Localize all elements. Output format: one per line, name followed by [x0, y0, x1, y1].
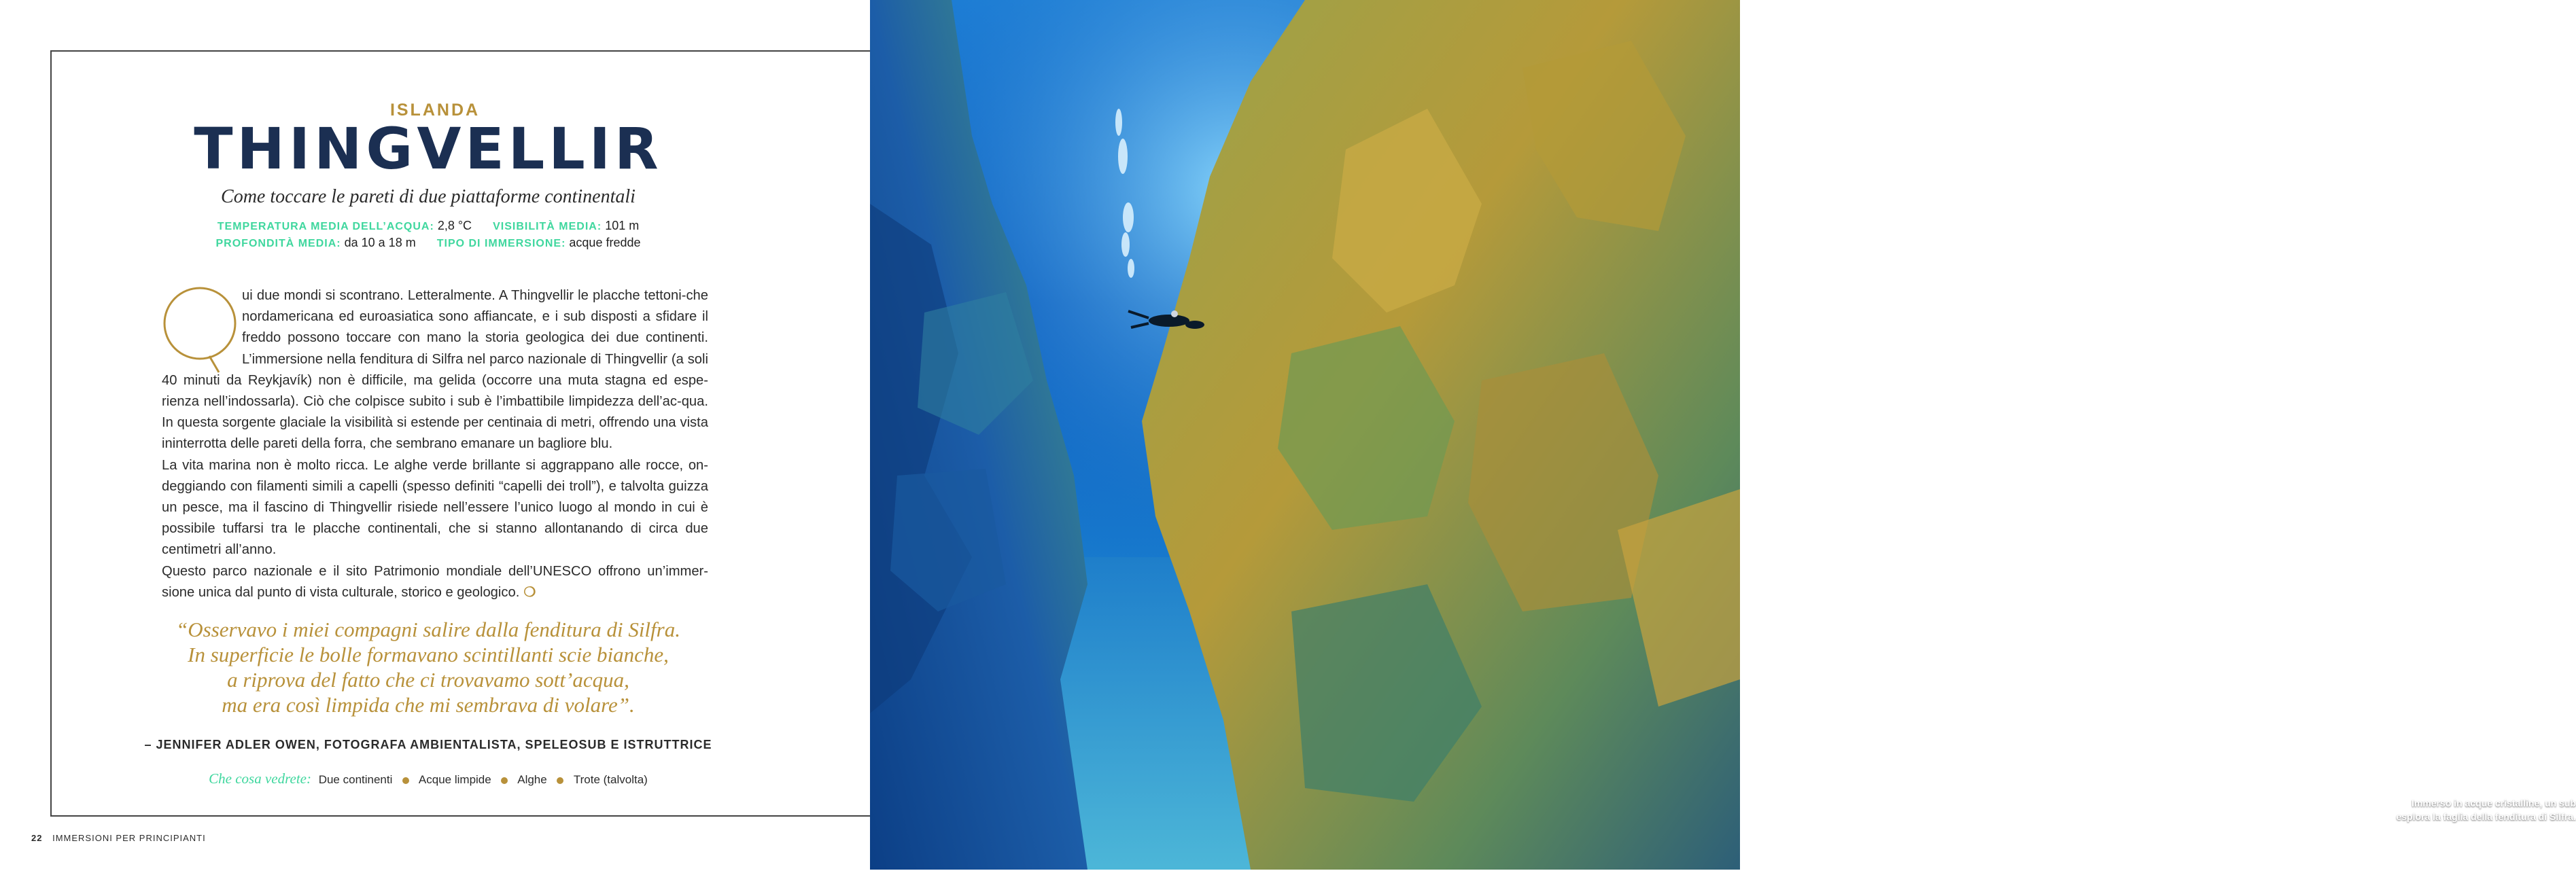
pull-quote [136, 617, 720, 717]
page-subtitle: Come toccare le pareti di due piattaforme continentali [221, 186, 636, 207]
dive-type-label: TIPO DI IMMERSIONE: [436, 238, 566, 249]
highlight-item: Acque limpide [418, 773, 491, 786]
temperature-value: 2,8 °C [437, 219, 472, 232]
quote-line: “Osservavo i miei compagni salire dalla fenditura di Silfra. [176, 618, 680, 641]
paragraph-2: La vita marina non è molto ricca. Le alghe verde brillante si aggrappano alle rocce, on-deggiando con filamenti simili a capelli (spesso definiti “capelli dei troll”), e talvolta guizza un pesce, ma il fascino di Thingvellir risiede nell’essere l’unico luogo al mondo in cui è possibile tuffarsi tra le placche continentali, che si stanno allontanando di circa due centimetri all’anno. [162, 457, 708, 558]
left-page [0, 0, 870, 870]
photo-caption [2338, 796, 2576, 823]
end-mark-icon: ❍ [523, 584, 536, 600]
page-folio [31, 833, 206, 843]
facts-row-1 [136, 219, 720, 233]
caption-line: Immerso in acque cristalline, un sub [2412, 798, 2576, 808]
silfra-photo [870, 0, 2576, 870]
page-number: 22 [31, 833, 43, 843]
paragraph-3: Questo parco nazionale e il sito Patrimonio mondiale dell’UNESCO offrono un’immer-sione unica dal punto di vista culturale, storico e geologico. [162, 563, 708, 600]
quote-line: ma era così limpida che mi sembrava di volare”. [222, 693, 635, 717]
dropcap-q [162, 289, 242, 366]
quote-line: a riprova del fatto che ci trovavamo sott’acqua, [227, 668, 629, 692]
quote-attribution: – JENNIFER ADLER OWEN, FOTOGRAFA AMBIENTALISTA, SPELEOSUB E ISTRUTTRICE [144, 738, 712, 751]
article-body [162, 285, 708, 603]
highlights-label: Che cosa vedrete: [209, 770, 311, 787]
highlight-item: Alghe [517, 773, 547, 786]
visibility-value: 101 m [605, 219, 640, 232]
facts-row-2 [136, 236, 720, 250]
highlight-item: Due continenti [318, 773, 393, 786]
bullet-icon [402, 777, 409, 784]
paragraph-1: ui due mondi si scontrano. Letteralmente. A Thingvellir le placche tettoni-che nordamericana ed euroasiatica sono affiancate, e i sub disposti a sfidare il freddo possono toccare con mano la storia geologica dei due continenti. L’immersione nella fenditura di Silfra nel parco nazionale di Thingvellir (a soli 40 minuti da Reykjavík) non è difficile, ma gelida (occorre una muta stagna ed espe-rienza nell’indossarla). Ciò che colpisce subito i sub è l’imbattibile limpidezza dell’ac-qua. In questa sorgente glaciale la visibilità si estende per centinaia di metri, offrendo una vista ininterrotta delle pareti della forra, che sembrano emanare un bagliore blu. [162, 288, 708, 452]
depth-label: PROFONDITÀ MEDIA: [215, 238, 341, 249]
caption-line: esplora la faglia della fenditura di Silfra. [2396, 811, 2576, 822]
dive-type-value: acque fredde [569, 236, 641, 249]
depth-value: da 10 a 18 m [344, 236, 416, 249]
bullet-icon [557, 777, 563, 784]
highlights-row [136, 770, 720, 787]
visibility-label: VISIBILITÀ MEDIA: [493, 221, 602, 232]
temperature-label: TEMPERATURA MEDIA DELL’ACQUA: [217, 221, 434, 232]
underwater-fissure-image [870, 0, 1740, 870]
bullet-icon [501, 777, 508, 784]
quote-line: In superficie le bolle formavano scintillanti scie bianche, [188, 643, 669, 666]
region-label: ISLANDA [389, 101, 481, 120]
section-name: IMMERSIONI PER PRINCIPIANTI [52, 833, 206, 843]
page-title: THINGVELLIR [194, 115, 663, 182]
highlight-item: Trote (talvolta) [573, 773, 648, 786]
